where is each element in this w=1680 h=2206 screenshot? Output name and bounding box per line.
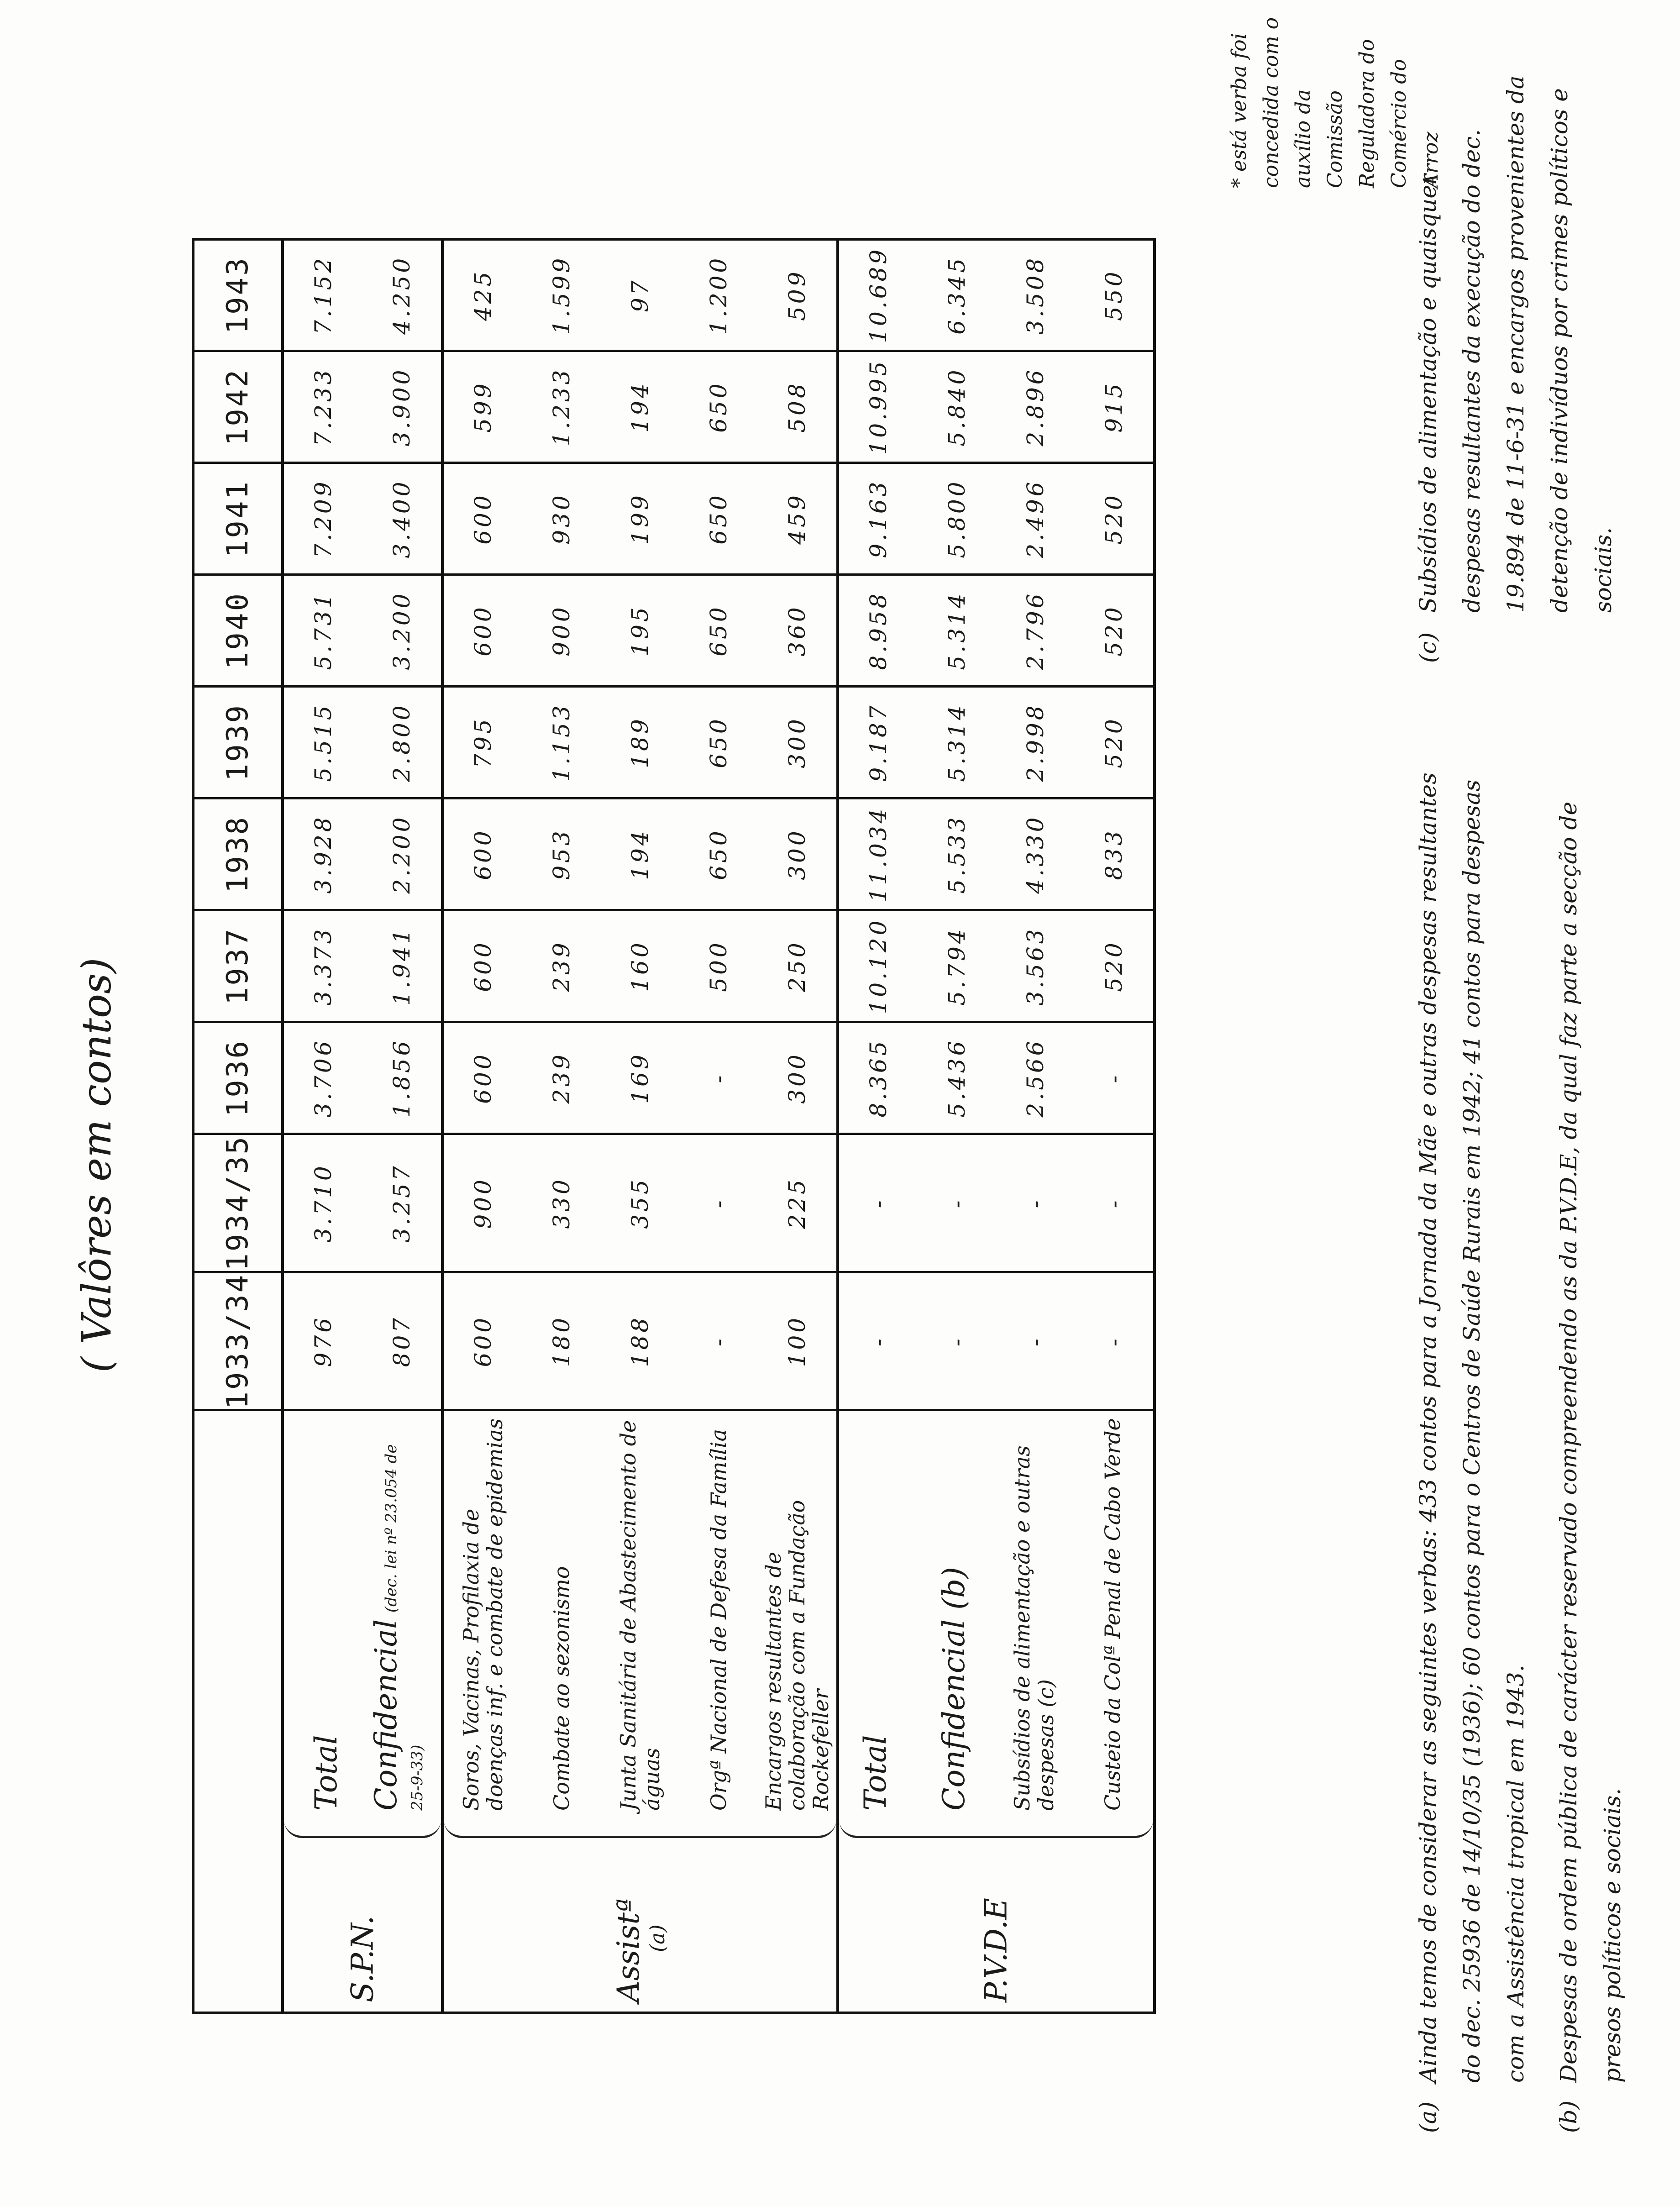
cell: 650: [679, 798, 758, 910]
cell: 900: [442, 1134, 522, 1272]
group-label-spn: S.P.N.: [345, 1915, 380, 2002]
cell: 3.563: [996, 910, 1075, 1022]
cell: 225: [758, 1134, 838, 1272]
cell: 250: [758, 910, 838, 1022]
cell: 600: [442, 463, 522, 575]
cell: 7.152: [283, 239, 362, 351]
header-blank: [193, 1410, 283, 2013]
cell: 600: [442, 1272, 522, 1410]
table-row: [442, 239, 522, 2013]
cell: 5.533: [918, 798, 996, 910]
year-header: 1938: [193, 798, 283, 910]
cell: 900: [522, 575, 601, 687]
cell: 520: [1075, 687, 1155, 798]
cell: -: [1075, 1022, 1155, 1134]
cell: 1.233: [522, 351, 601, 463]
cell: -: [679, 1272, 758, 1410]
row-label-text: Confidencial: [368, 1619, 404, 1811]
cell: 650: [679, 575, 758, 687]
header-row: [193, 239, 283, 2013]
year-header: 1942: [193, 351, 283, 463]
year-header: 1939: [193, 687, 283, 798]
row-label: Junta Sanitária de Abastecimento de águas: [616, 1420, 664, 1811]
cell: 239: [522, 1022, 601, 1134]
cell: 520: [1075, 463, 1155, 575]
cell: 2.800: [362, 687, 442, 798]
cell: 300: [758, 687, 838, 798]
brace: [839, 1817, 1153, 1838]
cell: 188: [601, 1272, 679, 1410]
cell: 2.796: [996, 575, 1075, 687]
cell: 3.508: [996, 239, 1075, 351]
brace: [444, 1817, 836, 1838]
cell: 360: [758, 575, 838, 687]
cell: 5.794: [918, 910, 996, 1022]
group-cell-assist: [442, 1410, 838, 2013]
cell: 6.345: [918, 239, 996, 351]
table-row: [838, 239, 918, 2013]
cell: 1.200: [679, 239, 758, 351]
cell: 7.209: [283, 463, 362, 575]
cell: 930: [522, 463, 601, 575]
cell: -: [838, 1272, 918, 1410]
group-name: Assistª: [611, 1898, 646, 2002]
cell: 160: [601, 910, 679, 1022]
cell: 508: [758, 351, 838, 463]
cell: 9.163: [838, 463, 918, 575]
row-label: Custeio da Colª Penal de Cabo Verde: [1100, 1418, 1125, 1811]
cell: 807: [362, 1272, 442, 1410]
cell: 189: [601, 687, 679, 798]
cell: 650: [679, 687, 758, 798]
cell: -: [918, 1272, 996, 1410]
budget-table: [192, 238, 1156, 2014]
year-header: 1937: [193, 910, 283, 1022]
cell: 650: [679, 351, 758, 463]
cell: 9.187: [838, 687, 918, 798]
group-note: (a): [646, 1924, 669, 1952]
row-label: Subsídios de alimentação e outras despesas (c): [1009, 1445, 1058, 1811]
row-label: Soros, Vacinas, Profilaxia de doenças inf. e combate de epidemias: [459, 1418, 507, 1811]
cell: 4.250: [362, 239, 442, 351]
cell: 355: [601, 1134, 679, 1272]
cell: 3.710: [283, 1134, 362, 1272]
footnote-key: (b): [1555, 2100, 1582, 2133]
row-label: Encargos resultantes de colaboração com a Fundação Rockefeller: [761, 1500, 833, 1811]
row-label: [857, 1416, 893, 1811]
cell: 194: [601, 798, 679, 910]
cell: 520: [1075, 575, 1155, 687]
cell: 2.896: [996, 351, 1075, 463]
cell: 650: [679, 463, 758, 575]
row-label-text: Total: [309, 1735, 344, 1811]
cell: 795: [442, 687, 522, 798]
cell: 5.314: [918, 575, 996, 687]
cell: 5.436: [918, 1022, 996, 1134]
footnotes-left: [1406, 763, 1643, 2133]
row-label: Combate ao sezonismo: [549, 1566, 574, 1811]
cell: 600: [442, 910, 522, 1022]
cell: 100: [758, 1272, 838, 1410]
cell: 11.034: [838, 798, 918, 910]
cell: 915: [1075, 351, 1155, 463]
cell: 169: [601, 1022, 679, 1134]
footnote-text: Despesas de ordem pública de carácter reservado compreendendo as da P.V.D.E, da qual faz parte a secção de presos políticos e sociais.: [1555, 801, 1626, 2083]
cell: 520: [1075, 910, 1155, 1022]
side-note: * está verba foi concedida com o auxílio da Comissão Reguladora do Comércio do Arroz: [1228, 17, 1443, 188]
cell: 8.958: [838, 575, 918, 687]
cell: -: [679, 1134, 758, 1272]
cell: 195: [601, 575, 679, 687]
cell: -: [838, 1134, 918, 1272]
cell: 7.233: [283, 351, 362, 463]
cell: 3.900: [362, 351, 442, 463]
cell: 8.365: [838, 1022, 918, 1134]
cell: 500: [679, 910, 758, 1022]
cell: 10.995: [838, 351, 918, 463]
row-label: [368, 1416, 429, 1811]
cell: 3.200: [362, 575, 442, 687]
group-cell-pvde: [838, 1410, 1155, 2013]
footnote-key: (c): [1415, 632, 1441, 663]
cell: 5.515: [283, 687, 362, 798]
year-header: 1934/35: [193, 1134, 283, 1272]
cell: 5.800: [918, 463, 996, 575]
group-label-pvde: P.V.D.E: [978, 1898, 1014, 2002]
cell: 3.257: [362, 1134, 442, 1272]
cell: 459: [758, 463, 838, 575]
row-label-text: Total: [857, 1735, 893, 1811]
cell: 239: [522, 910, 601, 1022]
cell: 2.496: [996, 463, 1075, 575]
cell: -: [1075, 1272, 1155, 1410]
cell: 509: [758, 239, 838, 351]
brace: [284, 1817, 441, 1838]
cell: 1.153: [522, 687, 601, 798]
cell: 194: [601, 351, 679, 463]
row-label-text: Confidencial (b): [936, 1567, 971, 1811]
cell: 599: [442, 351, 522, 463]
cell: 10.120: [838, 910, 918, 1022]
cell: 600: [442, 575, 522, 687]
cell: 2.566: [996, 1022, 1075, 1134]
cell: 1.599: [522, 239, 601, 351]
table-row: [283, 239, 362, 2013]
cell: 300: [758, 798, 838, 910]
cell: 5.840: [918, 351, 996, 463]
footnote-a: [1406, 763, 1538, 2133]
cell: 2.998: [996, 687, 1075, 798]
cell: 1.941: [362, 910, 442, 1022]
cell: 976: [283, 1272, 362, 1410]
footnote-text: Ainda temos de considerar as seguintes verbas: 433 contos para a Jornada da Mãe e outras despesas resultantes do dec. 25936 de 14/10/35 (1936); 60 contos para o Centros de Saúde Rurais em 1942; 41 contos para despesas com a Assistência tropical em 1943.: [1415, 772, 1529, 2083]
cell: 5.314: [918, 687, 996, 798]
group-label-assist: [611, 1847, 669, 2002]
footnote-b: [1547, 763, 1634, 2133]
cell: 330: [522, 1134, 601, 1272]
cell: 3.706: [283, 1022, 362, 1134]
cell: 953: [522, 798, 601, 910]
footnote-key: (a): [1415, 2101, 1441, 2133]
cell: 3.400: [362, 463, 442, 575]
year-header: 1943: [193, 239, 283, 351]
cell: 600: [442, 1022, 522, 1134]
year-header: 1933/34: [193, 1272, 283, 1410]
cell: -: [679, 1022, 758, 1134]
cell: 4.330: [996, 798, 1075, 910]
cell: 425: [442, 239, 522, 351]
cell: 833: [1075, 798, 1155, 910]
cell: -: [1075, 1134, 1155, 1272]
footnote-text: Subsídios de alimentação e quaisquer despesas resultantes da execução do dec. 19.894 de 11-6-31 e encargos provenientes da detenção de indivíduos por crimes políticos e sociais.: [1415, 75, 1617, 613]
group-cell-spn: [283, 1410, 442, 2013]
row-label: Orgª Nacional de Defesa da Família: [706, 1429, 731, 1811]
cell: 180: [522, 1272, 601, 1410]
year-header: 1941: [193, 463, 283, 575]
cell: -: [996, 1272, 1075, 1410]
cell: 2.200: [362, 798, 442, 910]
cell: 10.689: [838, 239, 918, 351]
cell: 550: [1075, 239, 1155, 351]
cell: 300: [758, 1022, 838, 1134]
cell: -: [996, 1134, 1075, 1272]
cell: 199: [601, 463, 679, 575]
cell: 600: [442, 798, 522, 910]
cell: 3.928: [283, 798, 362, 910]
year-header: 1940: [193, 575, 283, 687]
cell: 1.856: [362, 1022, 442, 1134]
cell: -: [918, 1134, 996, 1272]
cell: 97: [601, 239, 679, 351]
page-title: ( Valôres em contos): [73, 957, 120, 1373]
row-label: [309, 1416, 344, 1811]
cell: 3.373: [283, 910, 362, 1022]
row-sublabel: (dec. lei nº 23.054 de 25-9-33): [382, 1444, 426, 1811]
row-label: [936, 1416, 971, 1811]
year-header: 1936: [193, 1022, 283, 1134]
cell: 5.731: [283, 575, 362, 687]
